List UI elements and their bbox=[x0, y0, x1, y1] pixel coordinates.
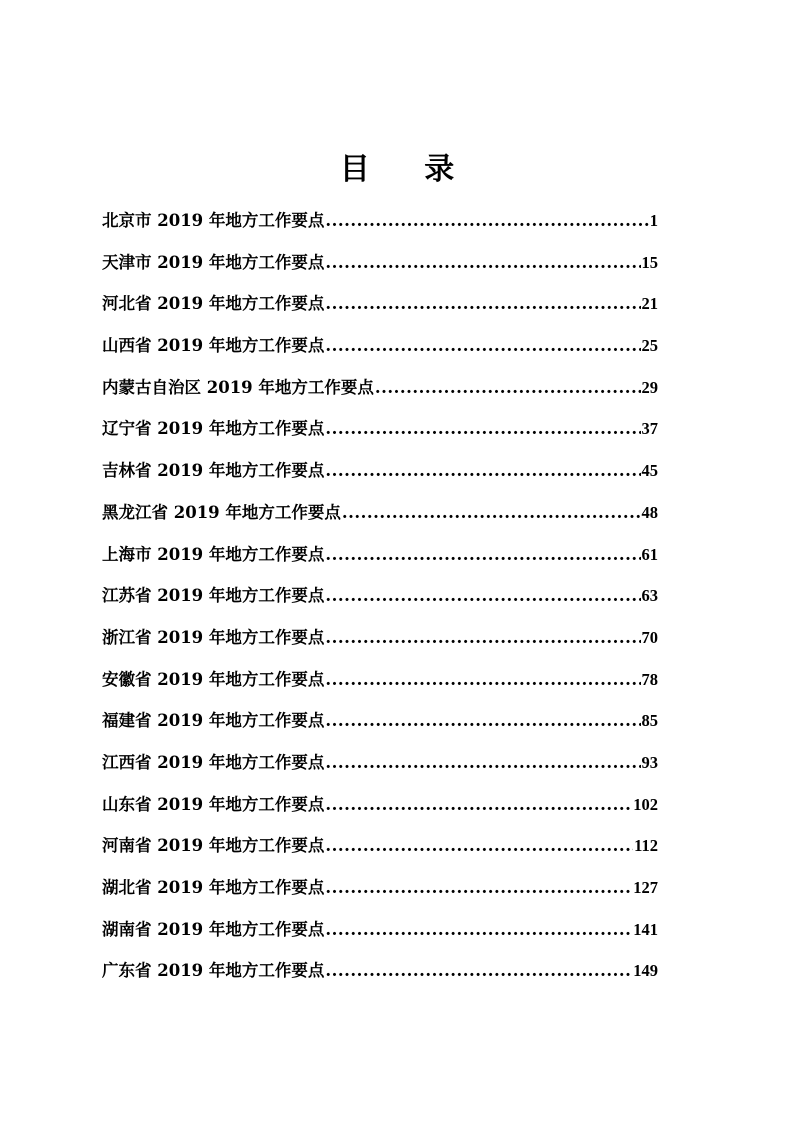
toc-entry-page-number: 48 bbox=[641, 502, 658, 522]
toc-entry[interactable] bbox=[102, 534, 658, 576]
toc-entry-page-number: 15 bbox=[641, 252, 658, 272]
toc-entry-page-number: 70 bbox=[641, 627, 658, 647]
toc-entry-label: 福建省 2019 年地方工作要点 bbox=[102, 711, 325, 731]
toc-entry-label: 天津市 2019 年地方工作要点 bbox=[102, 252, 325, 272]
toc-entry-label: 北京市 2019 年地方工作要点 bbox=[102, 211, 325, 230]
toc-dot-leader bbox=[325, 325, 640, 367]
toc-entry[interactable] bbox=[102, 408, 658, 450]
toc-entry[interactable] bbox=[102, 283, 658, 325]
toc-entry[interactable] bbox=[102, 784, 658, 826]
toc-dot-leader bbox=[325, 200, 648, 242]
toc-entry-page-number: 93 bbox=[641, 752, 658, 772]
table-of-contents bbox=[102, 200, 658, 992]
toc-dot-leader bbox=[375, 367, 641, 409]
toc-entry[interactable] bbox=[102, 867, 658, 909]
toc-dot-leader bbox=[325, 575, 640, 617]
toc-dot-leader bbox=[325, 534, 640, 576]
toc-title: 目 录 bbox=[339, 152, 477, 187]
toc-entry-page-number: 102 bbox=[633, 794, 658, 814]
toc-entry-page-number: 25 bbox=[641, 336, 658, 356]
toc-dot-leader bbox=[325, 408, 640, 450]
toc-entry[interactable] bbox=[102, 659, 658, 701]
toc-dot-leader bbox=[325, 825, 633, 867]
toc-entry-page-number: 141 bbox=[633, 919, 658, 939]
toc-entry-label: 河北省 2019 年地方工作要点 bbox=[102, 294, 325, 314]
toc-entry-label: 山东省 2019 年地方工作要点 bbox=[102, 794, 325, 814]
toc-entry-label: 内蒙古自治区 2019 年地方工作要点 bbox=[102, 377, 374, 397]
toc-entry[interactable] bbox=[102, 909, 658, 951]
toc-dot-leader bbox=[325, 950, 632, 992]
toc-entry-label: 江西省 2019 年地方工作要点 bbox=[102, 752, 325, 772]
toc-entry[interactable] bbox=[102, 242, 658, 284]
toc-entry-page-number: 37 bbox=[641, 419, 658, 439]
toc-entry-label: 山西省 2019 年地方工作要点 bbox=[102, 336, 325, 356]
toc-entry-label: 广东省 2019 年地方工作要点 bbox=[102, 961, 325, 981]
toc-entry-label: 湖北省 2019 年地方工作要点 bbox=[102, 878, 325, 897]
toc-dot-leader bbox=[325, 283, 640, 325]
toc-entry[interactable] bbox=[102, 950, 658, 992]
toc-entry[interactable] bbox=[102, 617, 658, 659]
toc-dot-leader bbox=[325, 450, 640, 492]
toc-entry-label: 吉林省 2019 年地方工作要点 bbox=[102, 461, 325, 481]
toc-entry-page-number: 1 bbox=[649, 211, 658, 230]
toc-entry-page-number: 85 bbox=[641, 711, 658, 731]
toc-dot-leader bbox=[325, 867, 632, 909]
toc-entry-label: 江苏省 2019 年地方工作要点 bbox=[102, 586, 325, 606]
toc-entry[interactable] bbox=[102, 367, 658, 409]
toc-entry-page-number: 149 bbox=[633, 961, 658, 981]
toc-dot-leader bbox=[325, 659, 640, 701]
toc-dot-leader bbox=[325, 617, 640, 659]
toc-entry-page-number: 61 bbox=[641, 544, 658, 564]
toc-entry[interactable] bbox=[102, 492, 658, 534]
toc-entry-label: 辽宁省 2019 年地方工作要点 bbox=[102, 419, 325, 439]
toc-entry-page-number: 45 bbox=[641, 461, 658, 481]
toc-entry-page-number: 21 bbox=[641, 294, 658, 314]
toc-dot-leader bbox=[325, 909, 632, 951]
toc-entry[interactable] bbox=[102, 825, 658, 867]
toc-entry-page-number: 29 bbox=[641, 377, 658, 397]
toc-entry-page-number: 78 bbox=[641, 669, 658, 689]
toc-entry-page-number: 127 bbox=[633, 878, 658, 897]
toc-entry[interactable] bbox=[102, 325, 658, 367]
toc-dot-leader bbox=[325, 742, 640, 784]
toc-entry-label: 浙江省 2019 年地方工作要点 bbox=[102, 627, 325, 647]
toc-entry-page-number: 112 bbox=[634, 836, 658, 856]
toc-dot-leader bbox=[342, 492, 641, 534]
toc-dot-leader bbox=[325, 784, 632, 826]
toc-dot-leader bbox=[325, 242, 640, 284]
toc-entry-label: 黑龙江省 2019 年地方工作要点 bbox=[102, 502, 341, 522]
toc-dot-leader bbox=[325, 700, 640, 742]
toc-entry[interactable] bbox=[102, 700, 658, 742]
toc-entry-label: 上海市 2019 年地方工作要点 bbox=[102, 544, 325, 564]
toc-entry-page-number: 63 bbox=[641, 586, 658, 606]
toc-entry-label: 湖南省 2019 年地方工作要点 bbox=[102, 919, 325, 939]
toc-entry-label: 安徽省 2019 年地方工作要点 bbox=[102, 669, 325, 689]
toc-entry-label: 河南省 2019 年地方工作要点 bbox=[102, 836, 325, 856]
toc-entry[interactable] bbox=[102, 742, 658, 784]
toc-entry[interactable] bbox=[102, 575, 658, 617]
toc-entry[interactable] bbox=[102, 200, 658, 242]
toc-entry[interactable] bbox=[102, 450, 658, 492]
